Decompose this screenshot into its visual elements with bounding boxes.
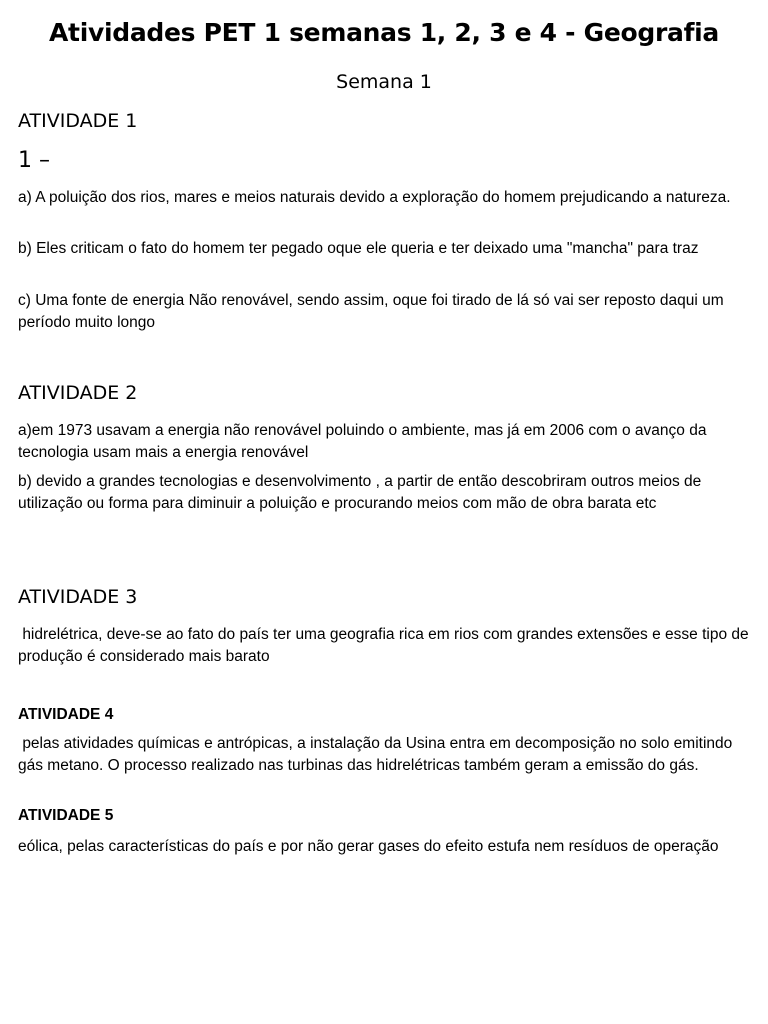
atividade-4-heading: ATIVIDADE 4 xyxy=(18,706,114,723)
atividade-1-answer-c: c) Uma fonte de energia Não renovável, sendo assim, oque foi tirado de lá só vai ser reposto daqui um período muito longo xyxy=(18,292,728,331)
document-subtitle: Semana 1 xyxy=(336,71,432,93)
atividade-5-heading: ATIVIDADE 5 xyxy=(18,807,114,824)
document-title: Atividades PET 1 semanas 1, 2, 3 e 4 - Geografia xyxy=(49,18,719,47)
atividade-1-answer-b: b) Eles criticam o fato do homem ter pegado oque ele queria e ter deixado uma "mancha" para traz xyxy=(18,240,699,257)
atividade-1-number: 1 – xyxy=(18,148,50,173)
atividade-2-answer-a: a)em 1973 usavam a energia não renovável poluindo o ambiente, mas já em 2006 com o avanço da tecnologia usam mais a energia renovável xyxy=(18,422,711,461)
atividade-2-heading: ATIVIDADE 2 xyxy=(18,382,138,404)
atividade-5-answer: eólica, pelas características do país e por não gerar gases do efeito estufa nem resíduos de operação xyxy=(18,838,719,855)
atividade-3-heading: ATIVIDADE 3 xyxy=(18,586,138,608)
atividade-1-heading: ATIVIDADE 1 xyxy=(18,110,138,132)
atividade-3-answer: hidrelétrica, deve-se ao fato do país ter uma geografia rica em rios com grandes extensões e esse tipo de produção é considerado mais barato xyxy=(18,626,753,665)
atividade-1-answer-a: a) A poluição dos rios, mares e meios naturais devido a exploração do homem prejudicando a natureza. xyxy=(18,189,731,206)
atividade-2-answer-b: b) devido a grandes tecnologias e desenvolvimento , a partir de então descobriram outros meios de utilização ou forma para diminuir a poluição e procurando meios com mão de obra barata etc xyxy=(18,473,706,512)
atividade-4-answer: pelas atividades químicas e antrópicas, a instalação da Usina entra em decomposição no solo emitindo gás metano. O processo realizado nas turbinas das hidrelétricas também geram a emissão do gás. xyxy=(18,735,737,774)
